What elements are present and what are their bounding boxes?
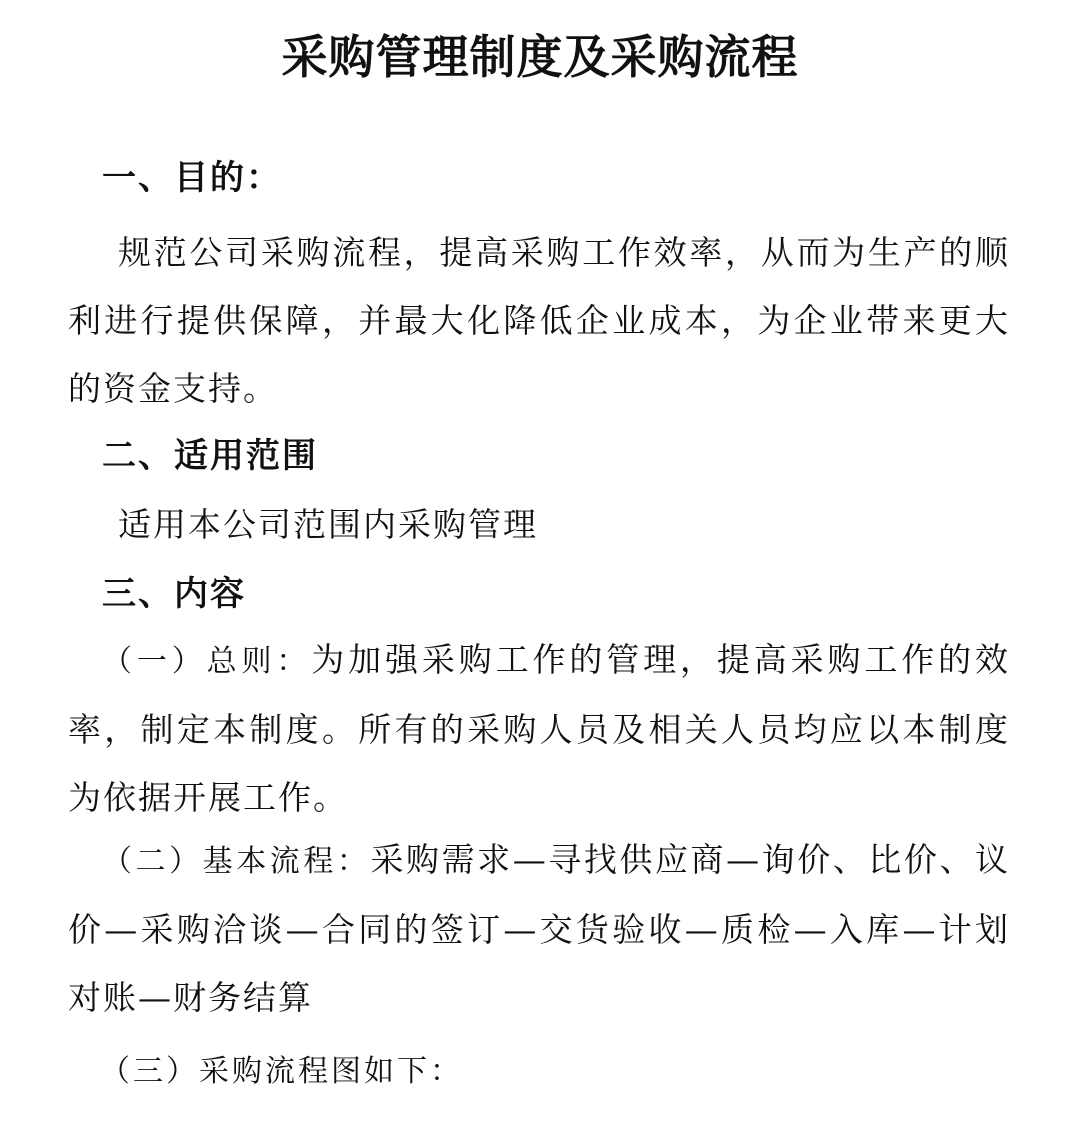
general-rules-paragraph	[68, 626, 1010, 832]
document-title: 采购管理制度及采购流程	[281, 30, 799, 84]
section-heading-scope: 二、适用范围	[102, 436, 318, 476]
general-rules-label: （一）总则：	[102, 644, 312, 679]
section-heading-content: 三、内容	[102, 574, 246, 614]
section-heading-purpose: 一、目的：	[102, 158, 282, 198]
basic-process-text: 采购需求—寻找供应商—询价、比价、议价—采购洽谈—合同的签订—交货验收—质检—入库—计划对账—财务结算	[68, 840, 1011, 1017]
purpose-paragraph: 规范公司采购流程，提高采购工作效率，从而为生产的顺利进行提供保障，并最大化降低企业成本，为企业带来更大的资金支持。	[68, 233, 1010, 408]
basic-process-label: （二）基本流程：	[102, 844, 371, 879]
general-rules-text: 为加强采购工作的管理，提高采购工作的效率，制定本制度。所有的采购人员及相关人员均应以本制度为依据开展工作。	[68, 640, 1010, 817]
flowchart-label: （三）采购流程图如下：	[100, 1054, 463, 1089]
basic-process-paragraph	[68, 826, 1010, 1032]
scope-paragraph: 适用本公司范围内采购管理	[118, 505, 538, 544]
